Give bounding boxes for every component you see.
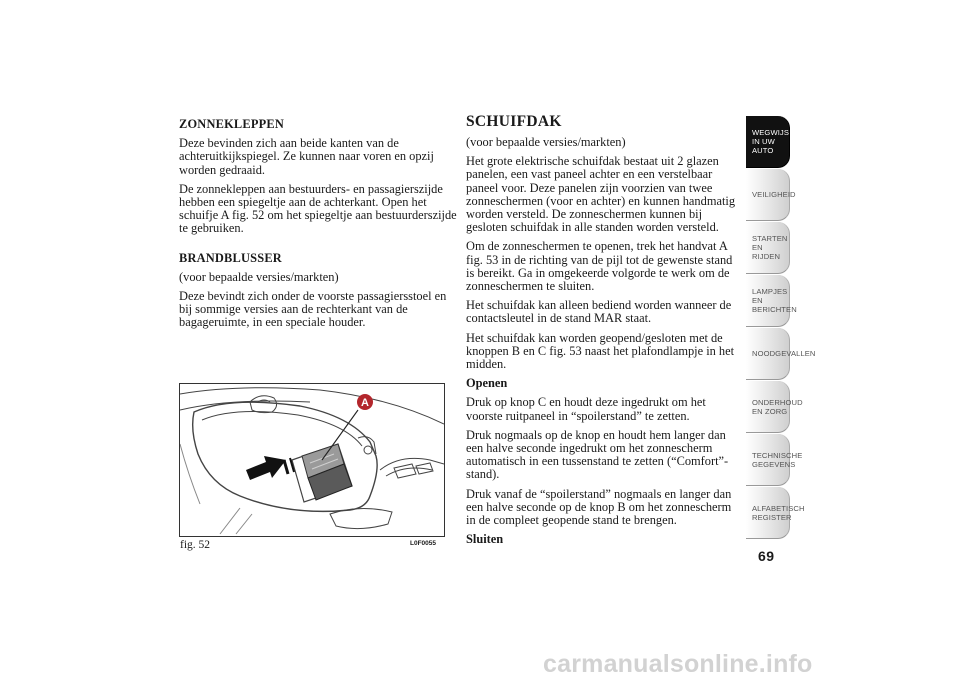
tab-wegwijs-in-uw-auto[interactable] [746,116,790,168]
figure-caption: fig. 52 [180,539,211,551]
paragraph: Deze bevindt zich onder de voorste passagiersstoel en bij sommige versies aan de rechterkant van de bagageruimte, in een speciale houder. [179,289,447,330]
tab-label: LAMPJES EN BERICHTEN [752,287,797,314]
tab-label: NOODGEVALLEN [752,349,816,358]
subheading-sluiten: Sluiten [466,532,504,547]
tab-technische-gegevens[interactable] [746,434,803,486]
pull-direction-arrow-icon [246,456,294,480]
paragraph: Het schuifdak kan alleen bediend worden wanneer de contactsleutel in de stand MAR staat. [466,298,732,326]
paragraph: Het schuifdak kan worden geopend/gesloten met de knoppen B en C fig. 53 naast het plafondlampje in het midden. [466,330,735,372]
section-heading-schuifdak: SCHUIFDAK [466,113,562,130]
paragraph: De zonnekleppen aan bestuurders- en passagierszijde hebben een spiegeltje aan de achterkant. Open het schuifje A fig. 52 om het spiegeltje aan bestuurderszijde te gebruiken. [179,181,457,236]
chapter-tabs [746,116,816,540]
figure-sun-visor [179,383,445,537]
paragraph: Deze bevinden zich aan beide kanten van de achteruitkijkspiegel. Ze kunnen naar voren en opzij worden gedraaid. [179,136,434,177]
right-column [466,114,741,552]
paragraph: Het grote elektrische schuifdak bestaat uit 2 glazen panelen, een vast paneel achter en een verstelbaar paneel voor. Deze panelen zijn voorzien van twee zonneschermen (voor en achter) en kunnen handmatig worden versteld. De zonneschermen kunnen bij gesloten schuifdak in alle standen worden versteld. [466,154,736,235]
section-heading-zonnekleppen: ZONNEKLEPPEN [179,117,284,131]
paragraph: Druk nogmaals op de knop en houdt hem langer dan een halve seconde ingedrukt om het zonnescherm automatisch in een tussenstand te zetten (“Comfort”-stand). [466,427,729,482]
tab-lampjes-en-berichten[interactable] [746,275,797,327]
subheading-openen: Openen [466,376,508,391]
tab-label: ALFABETISCH REGISTER [752,503,805,522]
tab-label: ONDERHOUD EN ZORG [752,397,803,416]
watermark: carmanualsonline.info [543,650,813,678]
tab-noodgevallen[interactable] [746,328,816,380]
tab-label: WEGWIJS IN UW AUTO [752,128,789,155]
sun-visor-illustration [180,384,444,536]
callout-a-label: A [361,397,369,409]
tab-label: TECHNISCHE GEGEVENS [752,450,803,469]
section-subtitle: (voor bepaalde versies/markten) [179,269,339,284]
section-subtitle: (voor bepaalde versies/markten) [466,135,626,149]
section-heading-brandblusser: BRANDBLUSSER [179,250,282,265]
tab-veiligheid[interactable] [746,169,796,221]
paragraph: Druk vanaf de “spoilerstand” nogmaals en langer dan een halve seconde op de knop B om het zonnescherm in de compleet geopende stand te brengen. [466,486,732,528]
tab-onderhoud-en-zorg[interactable] [746,381,803,433]
paragraph: Om de zonneschermen te openen, trek het handvat A fig. 53 in de richting van de pijl tot de gewenste stand is bereikt. Ga in omgekeerde volgorde te werk om de zonneschermen te sluiten. [466,239,733,294]
tab-label: VEILIGHEID [752,190,796,199]
figure-code: L0F0055 [410,540,437,547]
callout-a-marker [357,394,373,410]
tab-alfabetisch-register[interactable] [746,487,805,539]
page-number: 69 [758,548,775,564]
left-column [179,118,461,336]
tab-label: STARTEN EN RIJDEN [752,234,788,261]
tab-starten-en-rijden[interactable] [746,222,790,274]
paragraph: Druk op knop C en houdt deze ingedrukt om het voorste ruitpaneel in “spoilerstand” te zetten. [466,395,706,423]
